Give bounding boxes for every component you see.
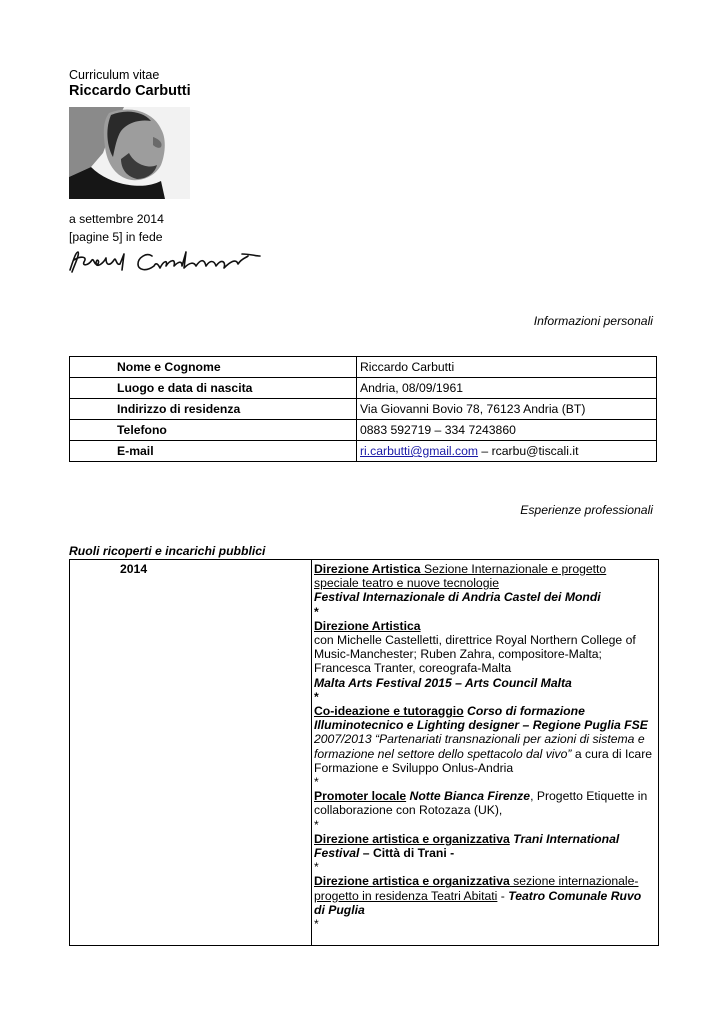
table-row <box>70 441 657 462</box>
roles-year-cell <box>70 560 312 945</box>
email-secondary: – rcarbu@tiscali.it <box>478 444 579 458</box>
field-value: Riccardo Carbutti <box>357 357 657 378</box>
role-dash: - <box>497 888 509 903</box>
separator: * <box>314 604 319 619</box>
field-value <box>357 441 657 462</box>
role-entry <box>314 619 654 704</box>
cv-label: Curriculum vitae <box>69 68 160 82</box>
field-label: Nome e Cognome <box>70 357 357 378</box>
role-entry <box>314 832 654 875</box>
handwritten-signature <box>66 244 264 278</box>
separator: * <box>314 817 319 832</box>
separator: * <box>314 860 319 875</box>
role-desc: – Città di Trani - <box>359 846 455 861</box>
role-entry <box>314 704 654 789</box>
field-label: Luogo e data di nascita <box>70 378 357 399</box>
personal-info-table <box>69 356 657 462</box>
roles-entries-cell <box>314 562 654 931</box>
cv-owner-name: Riccardo Carbutti <box>69 83 191 99</box>
field-value: Via Giovanni Bovio 78, 76123 Andria (BT) <box>357 399 657 420</box>
role-event: Teatro Comunale Ruvo di Puglia <box>314 888 642 917</box>
role-event: Festival Internazionale di Andria Castel dei Mondi <box>314 590 601 605</box>
role-title: Direzione artistica e organizzativa <box>314 874 510 889</box>
role-event: Malta Arts Festival 2015 – Arts Council Malta <box>314 675 572 690</box>
role-desc: Sezione Internazionale e progetto speciale teatro e nuove tecnologie <box>314 562 607 591</box>
roles-heading: Ruoli ricoperti e incarichi pubblici <box>69 544 266 558</box>
role-course: Corso di formazione Illuminotecnico e Lighting designer – Regione Puglia FSE <box>314 704 648 733</box>
portrait-photo <box>69 107 190 199</box>
role-title: Direzione artistica e organizzativa <box>314 831 510 846</box>
role-desc: , Progetto Etiquette in collaborazione con Rotozaza (UK), <box>314 789 648 818</box>
role-entry <box>314 789 654 832</box>
role-title: Direzione Artistica <box>314 562 421 576</box>
email-link[interactable]: ri.carbutti@gmail.com <box>360 444 479 458</box>
field-value: 0883 592719 – 334 7243860 <box>357 420 657 441</box>
role-desc: sezione internazionale-progetto in residenza Teatri Abitati <box>314 874 639 903</box>
section-title-personal: Informazioni personali <box>533 314 653 328</box>
field-label: Indirizzo di residenza <box>70 399 357 420</box>
role-entry <box>314 874 654 931</box>
date-line: a settembre 2014 <box>69 212 164 226</box>
field-label: E-mail <box>70 441 357 462</box>
separator: * <box>314 917 319 932</box>
separator: * <box>314 689 319 704</box>
role-title: Co-ideazione e tutoraggio <box>314 704 464 719</box>
role-event: Notte Bianca Firenze <box>406 789 531 804</box>
table-row <box>70 378 657 399</box>
pages-line: [pagine 5] in fede <box>69 230 163 244</box>
separator: * <box>314 775 319 790</box>
role-quote: 2007/2013 “Partenariati transnazionali per azioni di sistema e formazione nel settore dello spettacolo dal vivo” <box>314 732 645 761</box>
role-title: Direzione Artistica <box>314 618 421 633</box>
table-row <box>70 399 657 420</box>
roles-table <box>69 559 659 946</box>
role-event: Trani International Festival <box>314 831 620 861</box>
field-label: Telefono <box>70 420 357 441</box>
section-title-experience: Esperienze professionali <box>520 503 653 517</box>
table-row <box>70 357 657 378</box>
role-entry <box>314 562 654 619</box>
role-desc: con Michelle Castelletti, direttrice Royal Northern College of Music-Manchester; Ruben Zahra, compositore-Malta; Francesca Tranter, coreografa-Malta <box>314 633 636 676</box>
table-row <box>70 420 657 441</box>
role-title: Promoter locale <box>314 789 407 804</box>
roles-year: 2014 <box>120 562 148 576</box>
role-desc: a cura di Icare Formazione e Sviluppo Onlus-Andria <box>314 746 653 775</box>
field-value: Andria, 08/09/1961 <box>357 378 657 399</box>
